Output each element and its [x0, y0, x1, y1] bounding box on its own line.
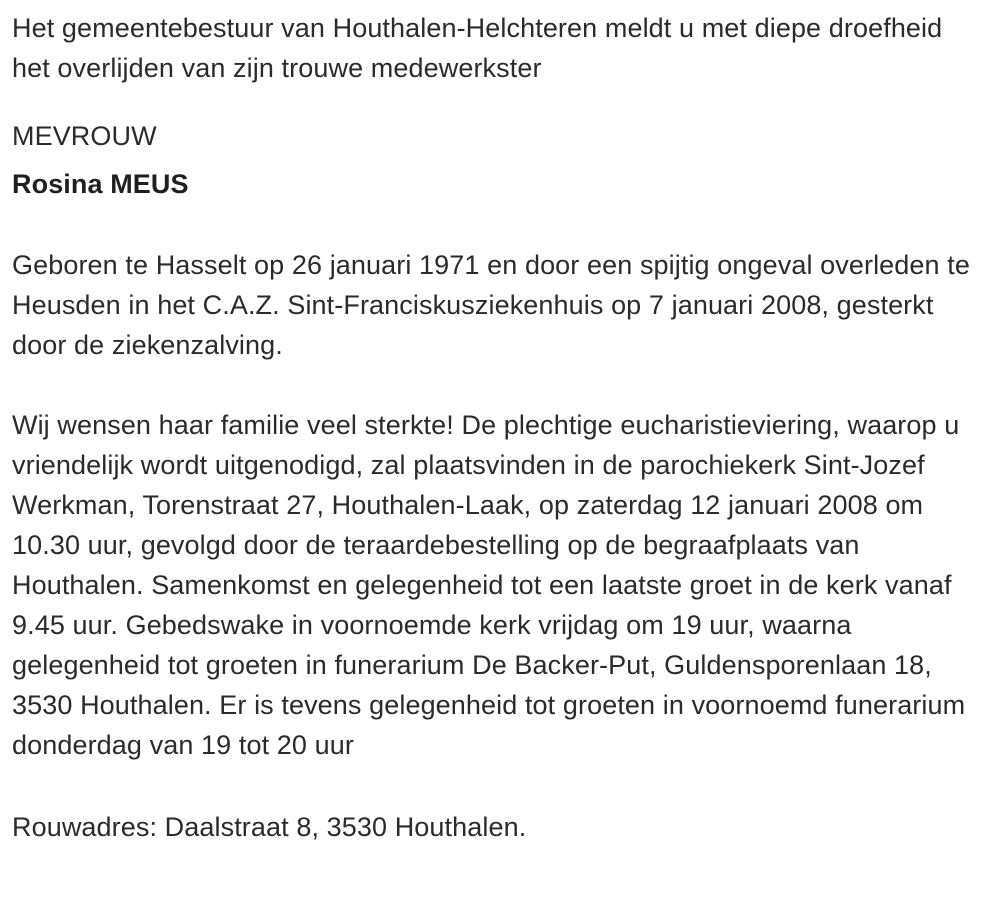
ceremony-details-text: Wij wensen haar familie veel sterkte! De plechtige eucharistieviering, waarop u vriendelijk wordt uitgenodigd, zal plaatsvinden in de parochiekerk Sint-Jozef Werkman, Torenstraat 27, Houthalen-Laak, op zaterdag 12 januari 2008 om 10.30 uur, gevolgd door de teraardebestelling op de begraafplaats van Houthalen. Samenkomst en gelegenheid tot een laatste groet in de kerk vanaf 9.45 uur. Gebedswake in voornoemde kerk vrijdag om 19 uur, waarna gelegenheid tot groeten in funerarium De Backer-Put, Guldensporenlaan 18, 3530 Houthalen. Er is tevens gelegenheid tot groeten in voornoemd funerarium donderdag van 19 tot 20 uur [12, 410, 966, 760]
obituary-intro-text: Het gemeentebestuur van Houthalen-Helchteren meldt u met diepe droefheid het overlijden van zijn trouwe medewerkster [12, 13, 943, 83]
deceased-name: Rosina MEUS [12, 169, 189, 199]
salutation-text: MEVROUW [12, 121, 157, 151]
mourning-address-text: Rouwadres: Daalstraat 8, 3530 Houthalen. [12, 812, 527, 842]
birth-death-text: Geboren te Hasselt op 26 januari 1971 en door een spijtig ongeval overleden te Heusden in het C.A.Z. Sint-Franciskusziekenhuis op 7 januari 2008, gesterkt door de ziekenzalving. [12, 250, 970, 360]
